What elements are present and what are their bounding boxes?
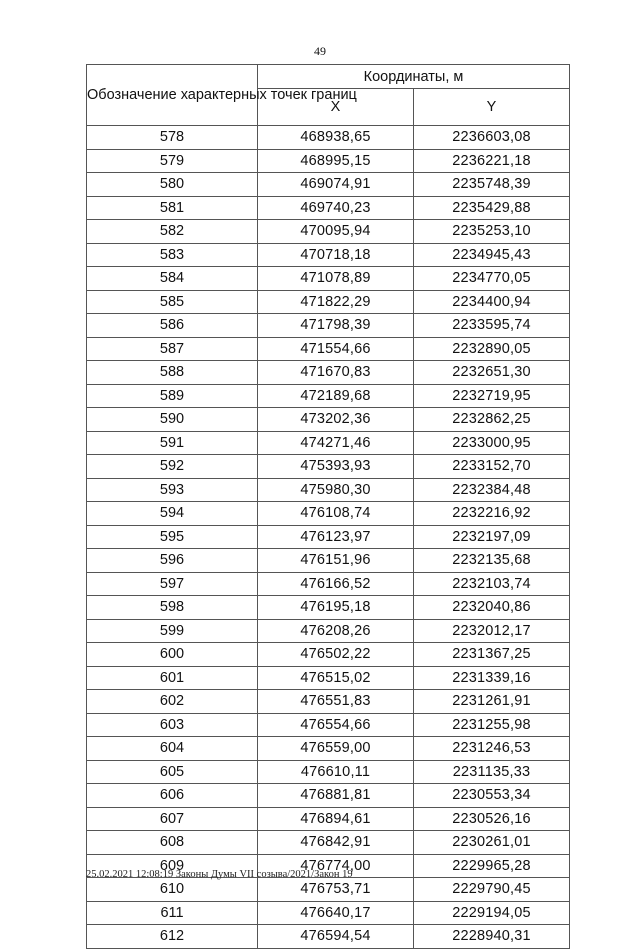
table-row: [87, 290, 570, 314]
y-coordinate-cell: 2232384,48: [414, 478, 570, 502]
point-cell: 587: [87, 337, 258, 361]
table-row: [87, 925, 570, 949]
footer-stamp: 25.02.2021 12:08:19 Законы Думы VII созыва/2021/Закон 19: [86, 869, 353, 880]
x-coordinate-cell: 473202,36: [258, 408, 414, 432]
point-cell: 605: [87, 760, 258, 784]
table-row: [87, 525, 570, 549]
x-coordinate-cell: 476640,17: [258, 901, 414, 925]
y-coordinate-cell: 2231135,33: [414, 760, 570, 784]
point-cell: 584: [87, 267, 258, 291]
table-row: [87, 384, 570, 408]
x-coordinate-cell: 476502,22: [258, 643, 414, 667]
table-row: [87, 455, 570, 479]
table-row: [87, 619, 570, 643]
table-row: [87, 502, 570, 526]
x-coordinate-cell: 470718,18: [258, 243, 414, 267]
x-coordinate-cell: 470095,94: [258, 220, 414, 244]
x-coordinate-cell: 471554,66: [258, 337, 414, 361]
table-row: [87, 784, 570, 808]
point-cell: 586: [87, 314, 258, 338]
point-cell: 593: [87, 478, 258, 502]
x-coordinate-cell: 468995,15: [258, 149, 414, 173]
x-coordinate-cell: 475393,93: [258, 455, 414, 479]
y-coordinate-cell: 2235253,10: [414, 220, 570, 244]
x-coordinate-cell: 476594,54: [258, 925, 414, 949]
x-coordinate-cell: 471670,83: [258, 361, 414, 385]
x-coordinate-cell: 476551,83: [258, 690, 414, 714]
point-cell: 598: [87, 596, 258, 620]
x-column-header: X: [258, 89, 414, 126]
table-header: [87, 65, 570, 126]
y-coordinate-cell: 2232862,25: [414, 408, 570, 432]
point-cell: 578: [87, 126, 258, 150]
table-row: [87, 126, 570, 150]
table-row: [87, 220, 570, 244]
y-coordinate-cell: 2232890,05: [414, 337, 570, 361]
point-cell: 582: [87, 220, 258, 244]
x-coordinate-cell: 476610,11: [258, 760, 414, 784]
table-row: [87, 173, 570, 197]
table-row: [87, 361, 570, 385]
y-column-header: Y: [414, 89, 570, 126]
y-coordinate-cell: 2229194,05: [414, 901, 570, 925]
y-coordinate-cell: 2232135,68: [414, 549, 570, 573]
table-row: [87, 878, 570, 902]
y-coordinate-cell: 2234945,43: [414, 243, 570, 267]
table-row: [87, 807, 570, 831]
point-cell: 606: [87, 784, 258, 808]
y-coordinate-cell: 2232651,30: [414, 361, 570, 385]
point-cell: 603: [87, 713, 258, 737]
y-coordinate-cell: 2232197,09: [414, 525, 570, 549]
point-cell: 580: [87, 173, 258, 197]
point-cell: 583: [87, 243, 258, 267]
y-coordinate-cell: 2233000,95: [414, 431, 570, 455]
point-cell: 594: [87, 502, 258, 526]
point-cell: 581: [87, 196, 258, 220]
y-coordinate-cell: 2231339,16: [414, 666, 570, 690]
point-cell: 601: [87, 666, 258, 690]
x-coordinate-cell: 476842,91: [258, 831, 414, 855]
y-coordinate-cell: 2232103,74: [414, 572, 570, 596]
x-coordinate-cell: 476195,18: [258, 596, 414, 620]
table-row: [87, 713, 570, 737]
table-row: [87, 149, 570, 173]
table-row: [87, 901, 570, 925]
x-coordinate-cell: 469074,91: [258, 173, 414, 197]
x-coordinate-cell: 476108,74: [258, 502, 414, 526]
table-body: [87, 126, 570, 949]
x-coordinate-cell: 475980,30: [258, 478, 414, 502]
point-cell: 585: [87, 290, 258, 314]
point-cell: 607: [87, 807, 258, 831]
point-cell: 604: [87, 737, 258, 761]
table-row: [87, 760, 570, 784]
page-number: 49: [314, 44, 326, 58]
table-header-row: [87, 65, 570, 89]
x-coordinate-cell: 476894,61: [258, 807, 414, 831]
x-coordinate-cell: 476208,26: [258, 619, 414, 643]
table-row: [87, 596, 570, 620]
table-row: [87, 737, 570, 761]
point-cell: 599: [87, 619, 258, 643]
y-coordinate-cell: 2230261,01: [414, 831, 570, 855]
x-coordinate-cell: 476559,00: [258, 737, 414, 761]
point-cell: 597: [87, 572, 258, 596]
y-coordinate-cell: 2235748,39: [414, 173, 570, 197]
y-coordinate-cell: 2232719,95: [414, 384, 570, 408]
table-row: [87, 408, 570, 432]
point-cell: 592: [87, 455, 258, 479]
x-coordinate-cell: 468938,65: [258, 126, 414, 150]
x-coordinate-cell: 476774,00: [258, 854, 414, 878]
x-coordinate-cell: 476554,66: [258, 713, 414, 737]
point-cell: 595: [87, 525, 258, 549]
table-row: [87, 831, 570, 855]
point-cell: 610: [87, 878, 258, 902]
table-row: [87, 243, 570, 267]
point-column-header: Обозначение характерных точек границ: [87, 65, 258, 126]
table-row: [87, 690, 570, 714]
point-cell: 600: [87, 643, 258, 667]
y-coordinate-cell: 2236221,18: [414, 149, 570, 173]
coordinates-table: [86, 64, 570, 949]
x-coordinate-cell: 471078,89: [258, 267, 414, 291]
x-coordinate-cell: 476123,97: [258, 525, 414, 549]
point-cell: 609: [87, 854, 258, 878]
point-cell: 611: [87, 901, 258, 925]
x-coordinate-cell: 476515,02: [258, 666, 414, 690]
y-coordinate-cell: 2233595,74: [414, 314, 570, 338]
y-coordinate-cell: 2230553,34: [414, 784, 570, 808]
table-row: [87, 643, 570, 667]
x-coordinate-cell: 476166,52: [258, 572, 414, 596]
table-row: [87, 549, 570, 573]
x-coordinate-cell: 474271,46: [258, 431, 414, 455]
y-coordinate-cell: 2234770,05: [414, 267, 570, 291]
x-coordinate-cell: 471822,29: [258, 290, 414, 314]
y-coordinate-cell: 2231367,25: [414, 643, 570, 667]
point-cell: 602: [87, 690, 258, 714]
y-coordinate-cell: 2233152,70: [414, 455, 570, 479]
point-cell: 590: [87, 408, 258, 432]
table-row: [87, 478, 570, 502]
table-row: [87, 431, 570, 455]
y-coordinate-cell: 2231261,91: [414, 690, 570, 714]
x-coordinate-cell: 469740,23: [258, 196, 414, 220]
point-cell: 596: [87, 549, 258, 573]
y-coordinate-cell: 2234400,94: [414, 290, 570, 314]
y-coordinate-cell: 2236603,08: [414, 126, 570, 150]
y-coordinate-cell: 2232216,92: [414, 502, 570, 526]
x-coordinate-cell: 472189,68: [258, 384, 414, 408]
y-coordinate-cell: 2229965,28: [414, 854, 570, 878]
y-coordinate-cell: 2231255,98: [414, 713, 570, 737]
point-cell: 579: [87, 149, 258, 173]
table-row: [87, 572, 570, 596]
x-coordinate-cell: 476753,71: [258, 878, 414, 902]
point-cell: 612: [87, 925, 258, 949]
y-coordinate-cell: 2232012,17: [414, 619, 570, 643]
y-coordinate-cell: 2229790,45: [414, 878, 570, 902]
y-coordinate-cell: 2230526,16: [414, 807, 570, 831]
x-coordinate-cell: 471798,39: [258, 314, 414, 338]
point-cell: 608: [87, 831, 258, 855]
coordinates-column-header: Координаты, м: [258, 65, 570, 89]
table-row: [87, 314, 570, 338]
y-coordinate-cell: 2232040,86: [414, 596, 570, 620]
table-row: [87, 196, 570, 220]
table-row: [87, 666, 570, 690]
y-coordinate-cell: 2235429,88: [414, 196, 570, 220]
y-coordinate-cell: 2231246,53: [414, 737, 570, 761]
y-coordinate-cell: 2228940,31: [414, 925, 570, 949]
point-cell: 589: [87, 384, 258, 408]
point-cell: 591: [87, 431, 258, 455]
table-row: [87, 337, 570, 361]
x-coordinate-cell: 476881,81: [258, 784, 414, 808]
point-cell: 588: [87, 361, 258, 385]
x-coordinate-cell: 476151,96: [258, 549, 414, 573]
table-row: [87, 267, 570, 291]
